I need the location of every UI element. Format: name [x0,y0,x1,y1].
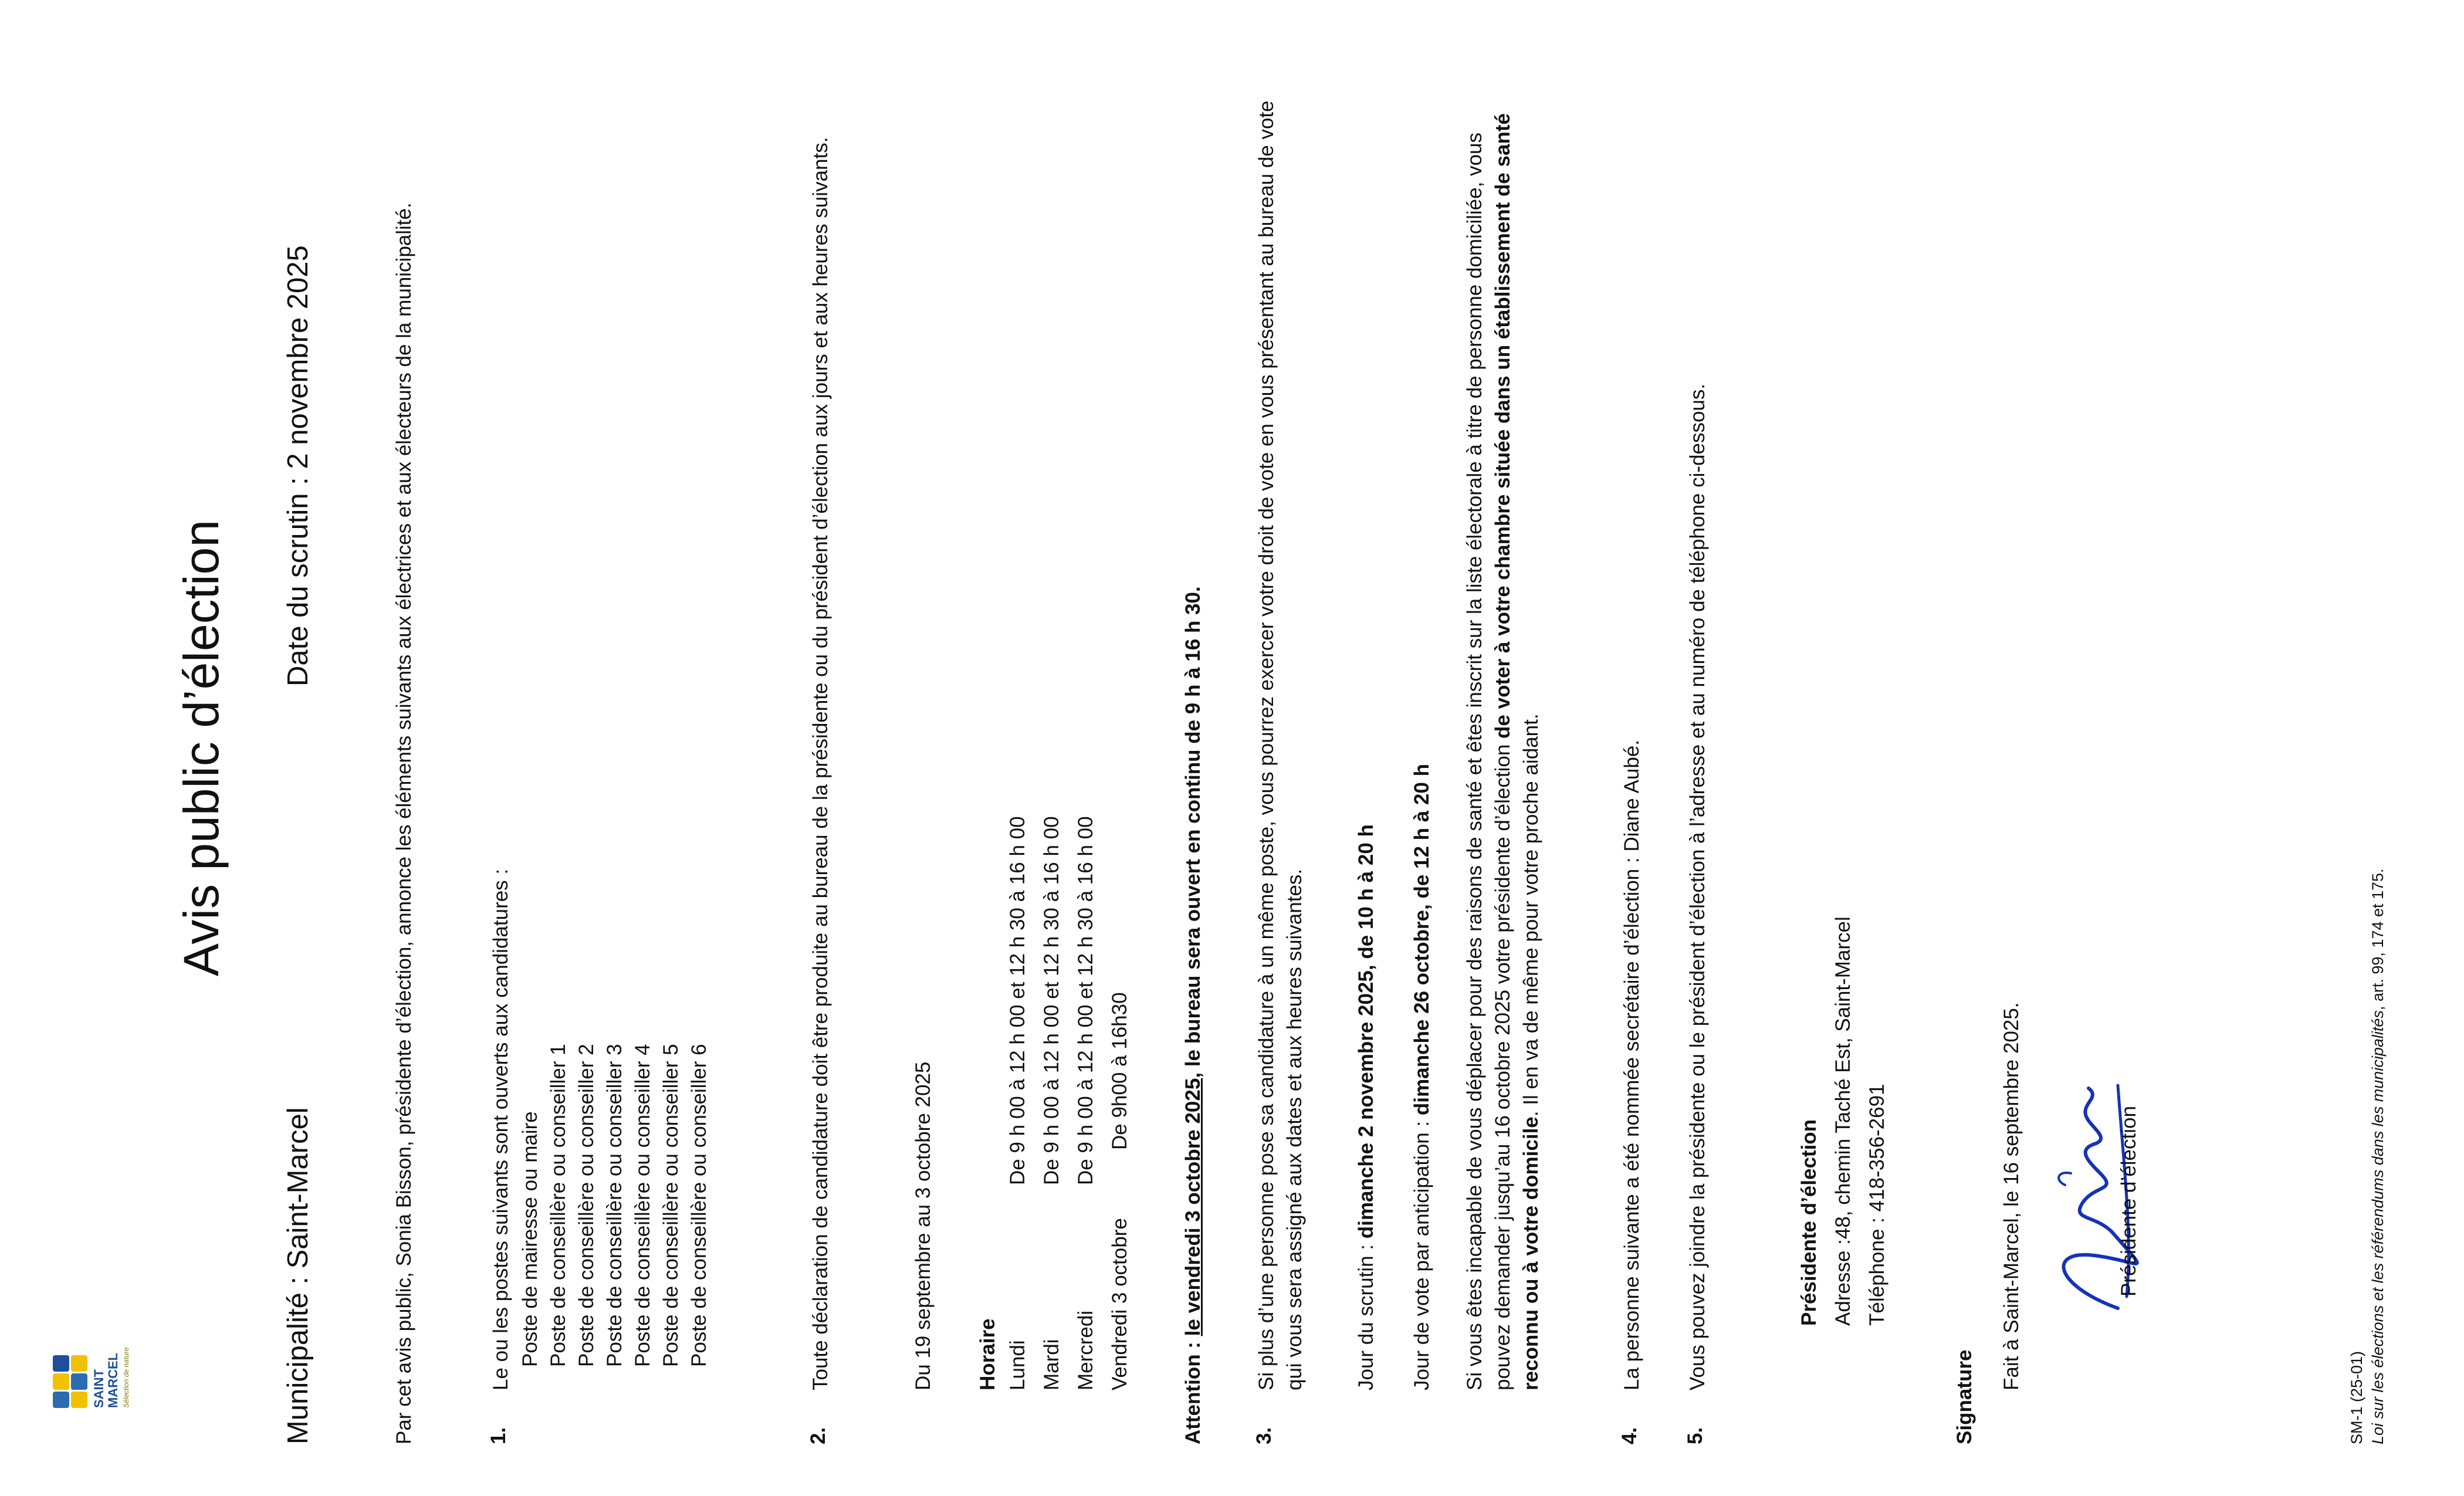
schedule-row [1108,1218,1132,1390]
logo-line-1: SAINT [92,1369,106,1408]
candidacy-period: Du 19 septembre au 3 octobre 2025 [912,1061,935,1390]
municipality-name: Municipalité : Saint-Marcel [282,1107,314,1444]
intro-paragraph: Par cet avis public, Sonia Bisson, présidente d’élection, annonce les éléments suivants aux électrices et aux électeurs de la municipalité. [392,202,415,1444]
section-4-text: La personne suivante a été nommée secrétaire d’élection : Diane Aubé. [1620,739,1643,1390]
contact-phone: Téléphone : 418-356-2691 [1866,1084,1888,1326]
attention-date: le vendredi 3 octobre 2025 [1182,1078,1204,1336]
logo-line-2: MARCEL [106,1352,120,1408]
health-voting-text-bold: de voter à votre chambre située dans un établissement de santé reconnu ou à votre domicile [1491,113,1542,1390]
post-item: Poste de conseillère ou conseiller 5 [659,1044,682,1367]
section-2-text: Toute déclaration de candidature doit être produite au bureau de la présidente ou du président d’élection aux jours et aux heures suivants. [809,137,832,1390]
advance-voting-day [1408,764,1436,1390]
post-item: Poste de conseillère ou conseiller 1 [547,1044,570,1367]
law-articles: , art. 99, 174 et 175. [2369,868,2387,1011]
logo-tagline: Sélection de nature [122,1347,130,1408]
schedule-hours: De 9h00 à 16h30 [1108,992,1131,1150]
signature-place-date: Fait à Saint-Marcel, le 16 septembre 2025. [2000,1002,2023,1390]
health-voting-text-c: . Il en va de même pour votre proche aidant. [1519,713,1542,1117]
section-3-text: Si plus d’une personne pose sa candidature à un même poste, vous pourrez exercer votre droit de vote en vous présentant au bureau de vote qui vous sera assigné aux dates et aux heures suivantes. [1255,100,1306,1390]
schedule-day: Vendredi 3 octobre [1108,1218,1131,1390]
section-5-text: Vous pouvez joindre la présidente ou le président d’élection à l’adresse et au numéro de téléphone ci-dessous. [1686,383,1709,1390]
health-voting-paragraph [1461,65,1545,1390]
post-item: Poste de conseillère ou conseiller 6 [688,1044,710,1367]
logo-emblem-icon [53,1355,88,1408]
signature-title: Signature [1953,1349,1976,1444]
section-1-number: 1. [487,1427,510,1444]
voting-day [1352,824,1380,1390]
voting-day-label: Jour du scrutin : [1355,1238,1377,1390]
municipality-logo [53,1332,164,1408]
post-item: Poste de conseillère ou conseiller 4 [631,1044,654,1367]
health-voting-text-a: Si vous êtes incapable de vous déplacer pour des raisons de santé et êtes inscrit sur la liste électorale à titre de personne domiciliée, vous pouvez demander jusqu’au 16 octobre 2025 votre présidente d’élection [1463,133,1514,1390]
attention-prefix: Attention : [1182,1336,1204,1444]
section-5-number: 5. [1684,1427,1707,1444]
schedule-hours: De 9 h 00 à 12 h 00 et 12 h 30 à 16 h 00 [1074,816,1097,1185]
schedule-hours: De 9 h 00 à 12 h 00 et 12 h 30 à 16 h 00 [1006,816,1029,1185]
schedule-row [1006,1340,1030,1390]
form-code: SM-1 (25-01) [2348,1351,2365,1444]
advance-voting-label: Jour de vote par anticipation : [1410,1115,1433,1390]
schedule-row [1074,1311,1098,1390]
post-item: Poste de conseillère ou conseiller 2 [575,1044,598,1367]
page-title: Avis public d’élection [174,519,229,977]
contact-title: Présidente d’élection [1798,1119,1820,1326]
signature-role: Présidente d’élection [2117,1106,2140,1297]
schedule-day: Lundi [1006,1340,1029,1390]
section-3-number: 3. [1253,1427,1275,1444]
post-item: Poste de conseillère ou conseiller 3 [603,1044,626,1367]
post-list [516,1044,713,1367]
contact-address: Adresse :48, chemin Taché Est, Saint-Marcel [1832,916,1854,1326]
schedule-row [1040,1339,1064,1390]
election-date: Date du scrutin : 2 novembre 2025 [282,245,314,686]
section-4-number: 4. [1618,1427,1641,1444]
attention-rest: , le bureau sera ouvert en continu de 9 h à 16 h 30. [1182,586,1204,1078]
voting-day-value: dimanche 2 novembre 2025, de 10 h à 20 h [1355,824,1377,1239]
schedule-title: Horaire [976,1318,999,1390]
attention-notice [1179,113,1207,1444]
section-1-lead: Le ou les postes suivants sont ouverts aux candidatures : [489,868,512,1390]
advance-voting-value: dimanche 26 octobre, de 12 h à 20 h [1410,763,1433,1116]
schedule-day: Mercredi [1074,1310,1097,1390]
law-title: Loi sur les élections et les référendums dans les municipalités [2369,1010,2387,1444]
post-item: Poste de mairesse ou maire [519,1111,541,1367]
section-2-number: 2. [807,1427,830,1444]
schedule-day: Mardi [1040,1339,1063,1390]
schedule-hours: De 9 h 00 à 12 h 00 et 12 h 30 à 16 h 00 [1040,816,1063,1185]
legal-reference [2368,95,2388,1444]
